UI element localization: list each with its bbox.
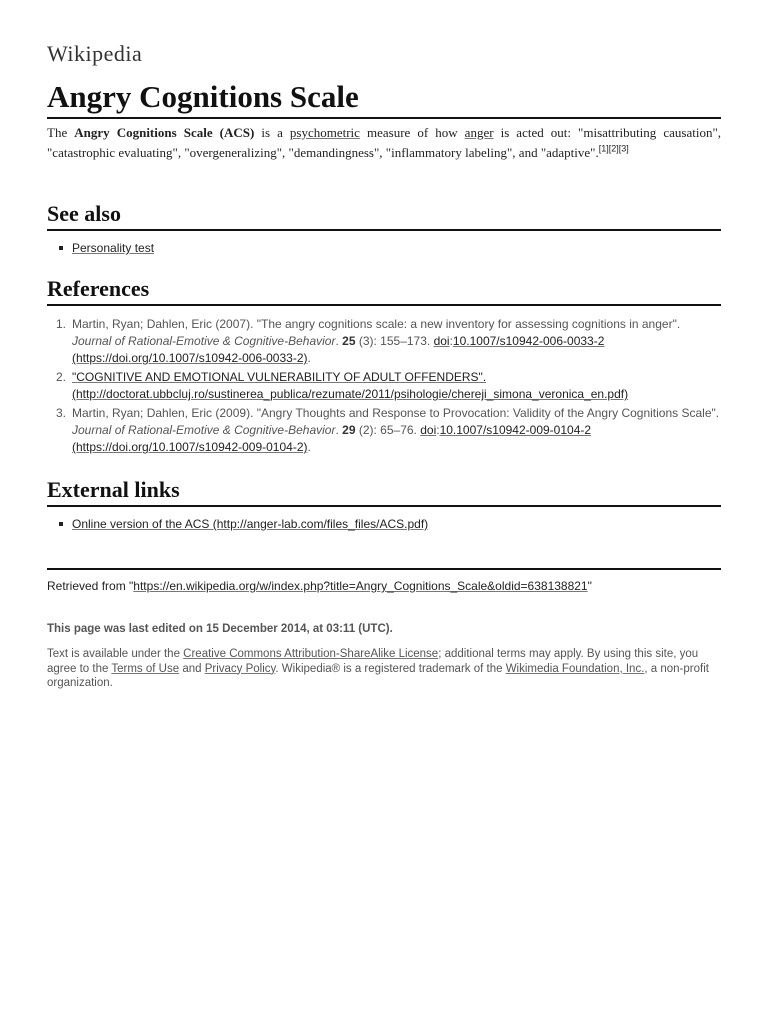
- license-segment: , a non-profit organization.: [47, 662, 709, 689]
- reference-text: :: [449, 334, 453, 348]
- wikipedia-wordmark[interactable]: Wikipedia: [47, 41, 143, 66]
- retrieved-url-link[interactable]: https://en.wikipedia.org/w/index.php?title=Angry_Cognitions_Scale&oldid=638138821: [133, 579, 588, 593]
- reference-number: 2.: [56, 370, 67, 384]
- privacy-policy-link[interactable]: Privacy Policy: [204, 662, 276, 675]
- list-item: [47, 240, 721, 257]
- reference-link[interactable]: "COGNITIVE AND EMOTIONAL VULNERABILITY OF ADULT OFFENDERS". (http://doctorat.ubbcluj.ro/sustinerea_publica/rezumate/2011/psihologie/chereji_simona_veronica_en.pdf): [72, 370, 629, 401]
- reference-text: .: [335, 334, 343, 348]
- reference-text: .: [335, 423, 343, 437]
- reference-volume: 25: [342, 334, 356, 348]
- retrieved-text: ": [587, 579, 592, 593]
- wikimedia-foundation-link[interactable]: Wikimedia Foundation, Inc.: [505, 662, 645, 675]
- references-heading: References: [47, 275, 721, 306]
- doi-label-link[interactable]: doi: [433, 334, 450, 348]
- reference-item: [47, 316, 721, 367]
- intro-paragraph: [47, 123, 721, 162]
- license-segment: Text is available under the: [47, 648, 184, 660]
- reference-item: [47, 369, 721, 403]
- retrieved-from: [47, 578, 721, 595]
- references-list: [47, 316, 721, 458]
- intro-term: Angry Cognitions Scale (ACS): [74, 125, 255, 140]
- license-segment: . Wikipedia® is a registered trademark of the: [275, 662, 506, 675]
- acs-online-link[interactable]: Online version of the ACS (http://anger-lab.com/files_files/ACS.pdf): [72, 517, 429, 531]
- doi-link[interactable]: 10.1007/s10942-006-0033-2 (https://doi.org/10.1007/s10942-006-0033-2): [72, 334, 605, 365]
- license-text: [47, 647, 721, 691]
- footer-divider: [47, 568, 721, 570]
- retrieved-text: Retrieved from ": [47, 579, 134, 593]
- reference-text: Martin, Ryan; Dahlen, Eric (2009). "Angry Thoughts and Response to Provocation: Validity of the Angry Cognitions Scale".: [72, 406, 720, 420]
- reference-text: :: [436, 423, 440, 437]
- reference-number: 1.: [56, 317, 67, 331]
- reference-journal: Journal of Rational-Emotive & Cognitive-Behavior: [72, 423, 336, 437]
- reference-text: .: [307, 440, 311, 454]
- see-also-heading: See also: [47, 200, 721, 231]
- cc-license-link[interactable]: Creative Commons Attribution-ShareAlike License: [183, 648, 439, 660]
- personality-test-link[interactable]: Personality test: [72, 241, 155, 255]
- reference-text: (2): 65–76.: [355, 423, 421, 437]
- reference-item: [47, 405, 721, 456]
- citation-2[interactable]: [2]: [608, 143, 619, 154]
- reference-text: .: [307, 351, 311, 365]
- reference-text: Martin, Ryan; Dahlen, Eric (2007). "The angry cognitions scale: a new inventory for assessing cognitions in anger".: [72, 317, 681, 331]
- terms-of-use-link[interactable]: Terms of Use: [111, 662, 180, 675]
- page-title: Angry Cognitions Scale: [47, 78, 721, 119]
- psychometric-link[interactable]: psychometric: [289, 125, 360, 140]
- license-segment: and: [179, 662, 205, 675]
- anger-link[interactable]: anger: [464, 125, 494, 140]
- intro-text: measure of how: [359, 125, 465, 140]
- reference-journal: Journal of Rational-Emotive & Cognitive-Behavior: [72, 334, 336, 348]
- external-links-list: [47, 516, 721, 533]
- reference-text: (3): 155–173.: [355, 334, 434, 348]
- last-edited: This page was last edited on 15 December 2014, at 03:11 (UTC).: [47, 623, 393, 635]
- intro-text: The: [47, 125, 75, 140]
- external-links-heading: External links: [47, 476, 721, 507]
- citation-1[interactable]: [1]: [598, 143, 609, 154]
- intro-text: is acted out: "misattributing causation", "catastrophic evaluating", "overgeneralizing", "demandingness", "inflammatory labeling", and "adaptive".: [47, 125, 721, 160]
- doi-link[interactable]: 10.1007/s10942-009-0104-2 (https://doi.org/10.1007/s10942-009-0104-2): [72, 423, 592, 454]
- reference-volume: 29: [342, 423, 356, 437]
- doi-label-link[interactable]: doi: [420, 423, 437, 437]
- intro-text: is a: [254, 125, 290, 140]
- reference-number: 3.: [56, 406, 67, 420]
- see-also-list: [47, 240, 721, 257]
- citation-3[interactable]: [3]: [618, 143, 629, 154]
- list-item: [47, 516, 721, 533]
- license-segment: ; additional terms may apply. By using this site, you agree to the: [47, 648, 699, 675]
